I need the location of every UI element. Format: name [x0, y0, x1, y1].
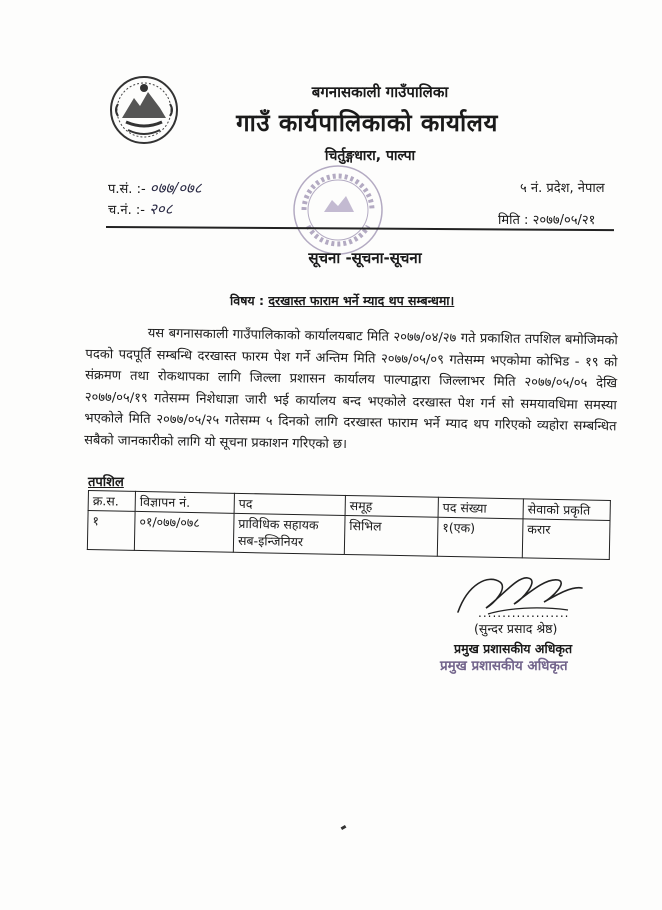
notice-date	[498, 210, 595, 228]
notice-title: सूचना -सूचना-सूचना	[308, 249, 422, 267]
details-table	[87, 490, 611, 560]
cell-ad-no: ०१/०७७/०७८	[134, 511, 234, 552]
cn-value: २०८	[149, 200, 173, 218]
ps-label: प.सं. :-	[108, 182, 146, 197]
province-label: ५ नं. प्रदेश, नेपाल	[520, 181, 605, 196]
col-header-group: समूह	[345, 495, 438, 517]
col-header-ad-no: विज्ञापन नं.	[135, 491, 234, 513]
reference-number	[108, 178, 202, 198]
cell-post-line2: सब-इन्जिनियर	[237, 532, 304, 550]
subject-line	[230, 292, 530, 309]
scan-speck	[341, 825, 347, 830]
designation-stamp: प्रमुख प्रशासकीय अधिकृत	[440, 658, 568, 674]
dispatch-number	[108, 199, 173, 219]
date-value: २०७७/०५/२१	[532, 213, 596, 228]
office-seal-stamp	[290, 162, 386, 258]
date-label: मिति :	[498, 213, 529, 228]
details-label: तपशिल	[88, 475, 124, 490]
cn-label: च.नं. :-	[108, 203, 145, 218]
cell-service: करार	[522, 519, 610, 560]
subject-text: दरखास्त फाराम भर्ने म्याद थप सम्बन्धमा।	[268, 293, 455, 308]
ps-value: ०७७/०७८	[149, 179, 202, 197]
municipality-name: बगनासकाली गाउँपालिका	[311, 83, 449, 101]
col-header-count: पद संख्या	[438, 497, 523, 519]
office-name: गाउँ कार्यपालिकाको कार्यालय	[236, 109, 498, 137]
signature-line: ...................	[478, 606, 570, 620]
signer-name: (सुन्दर प्रसाद श्रेष्ठ)	[474, 621, 558, 636]
col-header-sn: क्र.स.	[88, 491, 135, 512]
notice-body-text: यस बगनासकाली गाउँपालिकाको कार्यालयबाट मिति २०७७/०४/२७ गते प्रकाशित तपशिल बमोजिमको पदको पदपूर्ति सम्बन्धि दरखास्त फारम पेश गर्ने अन्तिम मिति २०७७/०५/०९ गतेसम्म भएकोमा कोभिड - १९ को संक्रमण तथा रोकथापका लागि जिल्ला प्रशासन कार्यालय पाल्पाद्वारा जिल्लाभर मिति २०७७/०५/०५ देखि २०७७/०५/१९ गतेसम्म निशेधाज्ञा जारी भई कार्यालय बन्द भएकोले दरखास्त पेश गर्न सो समयावधिमा समस्या भएकोले मिति २०७७/०५/२५ गतेसम्म ५ दिनको लागि दरखास्त फाराम भर्ने म्याद थप गरिएको व्यहोरा सम्बन्धित सबैको जानकारीको लागि यो सूचना प्रकाशन गरिएको छ।	[84, 325, 618, 452]
details-table-wrapper	[87, 490, 611, 560]
cell-post	[233, 513, 345, 554]
office-address: चिर्तुङ्गधारा, पाल्पा	[324, 148, 416, 164]
cell-count: १(एक)	[437, 517, 523, 558]
cell-sn: १	[87, 511, 135, 551]
nepal-emblem-logo	[108, 74, 180, 146]
col-header-post: पद	[234, 493, 345, 515]
notice-body	[84, 322, 618, 459]
signer-title: प्रमुख प्रशासकीय अधिकृत	[454, 641, 573, 656]
cell-post-line1: प्राविधिक सहायक	[238, 515, 319, 533]
cell-group: सिभिल	[344, 515, 438, 556]
subject-label: विषय :	[230, 293, 265, 308]
col-header-service: सेवाको प्रकृति	[523, 499, 610, 521]
